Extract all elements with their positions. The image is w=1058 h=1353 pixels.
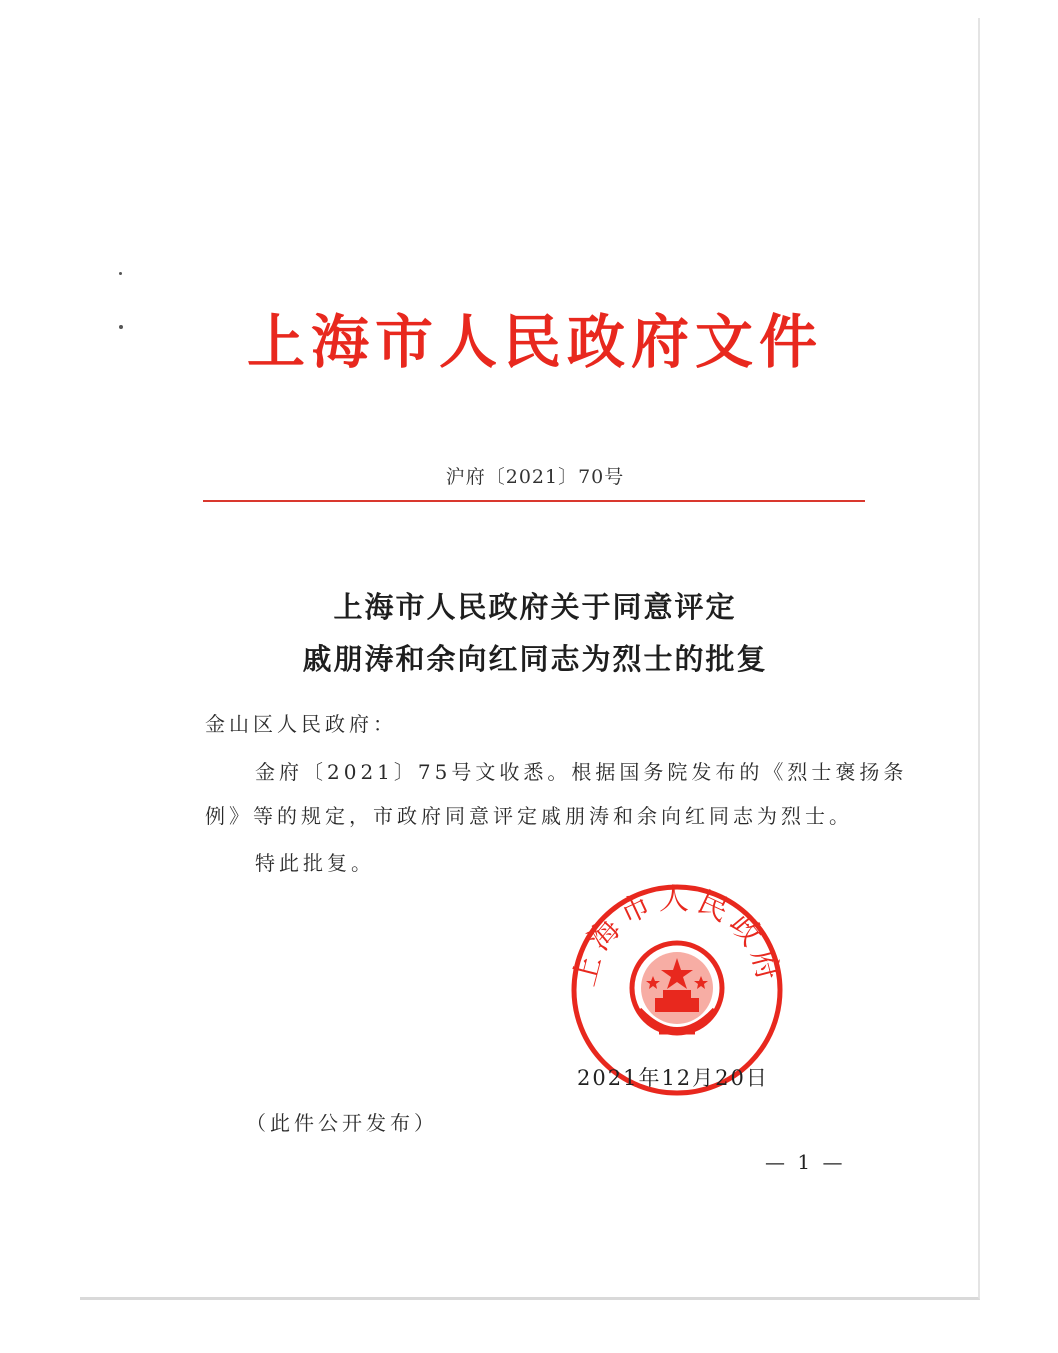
body-paragraph-1-line-2: 例》等的规定，市政府同意评定戚朋涛和余向红同志为烈士。	[205, 804, 853, 828]
signing-date: 2021年12月20日	[577, 1066, 769, 1090]
red-separator-rule	[203, 500, 865, 502]
seal-text: 上海市人民政府	[567, 881, 787, 990]
page-number: — 1 —	[765, 1150, 846, 1174]
scan-speck	[119, 272, 122, 275]
document-title-line-1: 上海市人民政府关于同意评定	[333, 590, 737, 624]
addressee: 金山区人民政府：	[205, 712, 397, 736]
scan-speck	[119, 325, 123, 329]
document-title-line-2: 戚朋涛和余向红同志为烈士的批复	[302, 642, 768, 676]
body-paragraph-2: 特此批复。	[255, 851, 375, 875]
national-emblem-icon	[632, 943, 722, 1033]
publication-note: （此件公开发布）	[246, 1111, 438, 1135]
body-paragraph-1-line-1: 金府〔2021〕75号文收悉。根据国务院发布的《烈士褒扬条	[255, 760, 908, 784]
agency-header-title: 上海市人民政府文件	[246, 308, 823, 376]
document-number: 沪府〔2021〕70号	[445, 466, 625, 488]
